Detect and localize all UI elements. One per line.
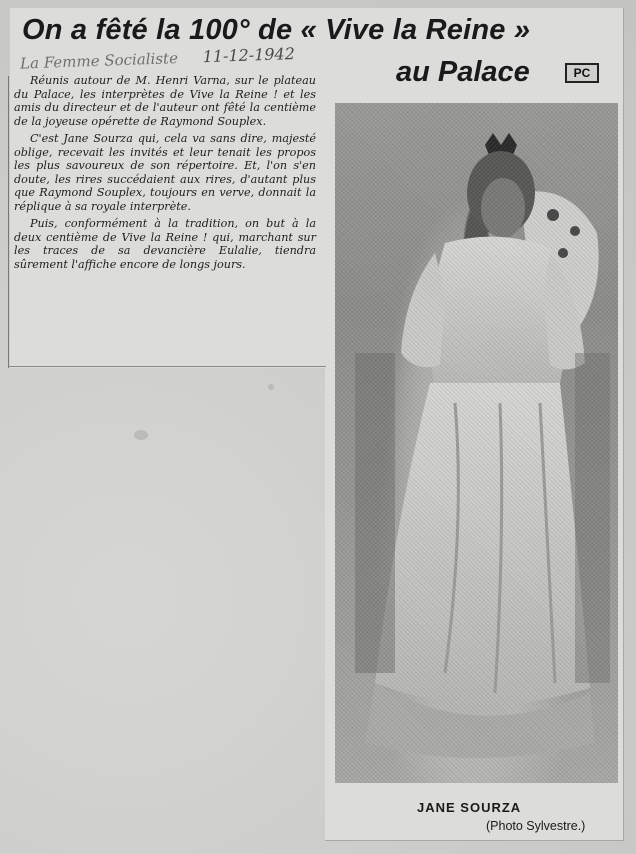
handwritten-source: La Femme Socialiste [19, 49, 179, 73]
portrait-photo [335, 103, 618, 783]
article-paragraph: Réunis autour de M. Henri Varna, sur le plateau du Palace, les interprètes de Vive la Reine ! et les amis du directeur et de l'auteur ont fêté la centième de la joyeuse opérette de Raymond Souplex. [14, 74, 316, 128]
photo-credit: (Photo Sylvestre.) [486, 819, 586, 833]
clipping-edge [8, 76, 9, 368]
headline: On a fêté la 100° de « Vive la Reine » [22, 14, 531, 46]
paper-stain [134, 430, 148, 440]
handwritten-date: 11-12-1942 [202, 43, 296, 67]
clipping-cut-line [8, 366, 326, 367]
headline-continued: au Palace [396, 56, 530, 88]
article-paragraph: C'est Jane Sourza qui, cela va sans dire, majesté oblige, recevait les invités et leur tenait les propos les plus savoureux de son répertoire. Et, l'on s'en doute, les rires succédaient aux rires, d'autant plus que Raymond Souplex, toujours en verve, donnait la réplique à sa royale interprète. [14, 132, 316, 213]
pc-stamp-badge: PC [565, 63, 599, 83]
paper-stain [268, 384, 274, 390]
halftone-texture [335, 103, 618, 783]
photo-caption-name: JANE SOURZA [417, 800, 522, 815]
article-paragraph: Puis, conformément à la tradition, on but à la deux centième de Vive la Reine ! qui, marchant sur les traces de sa devancière Eulalie, tiendra sûrement l'affiche encore de longs jours. [14, 217, 316, 271]
article-body [14, 74, 316, 275]
